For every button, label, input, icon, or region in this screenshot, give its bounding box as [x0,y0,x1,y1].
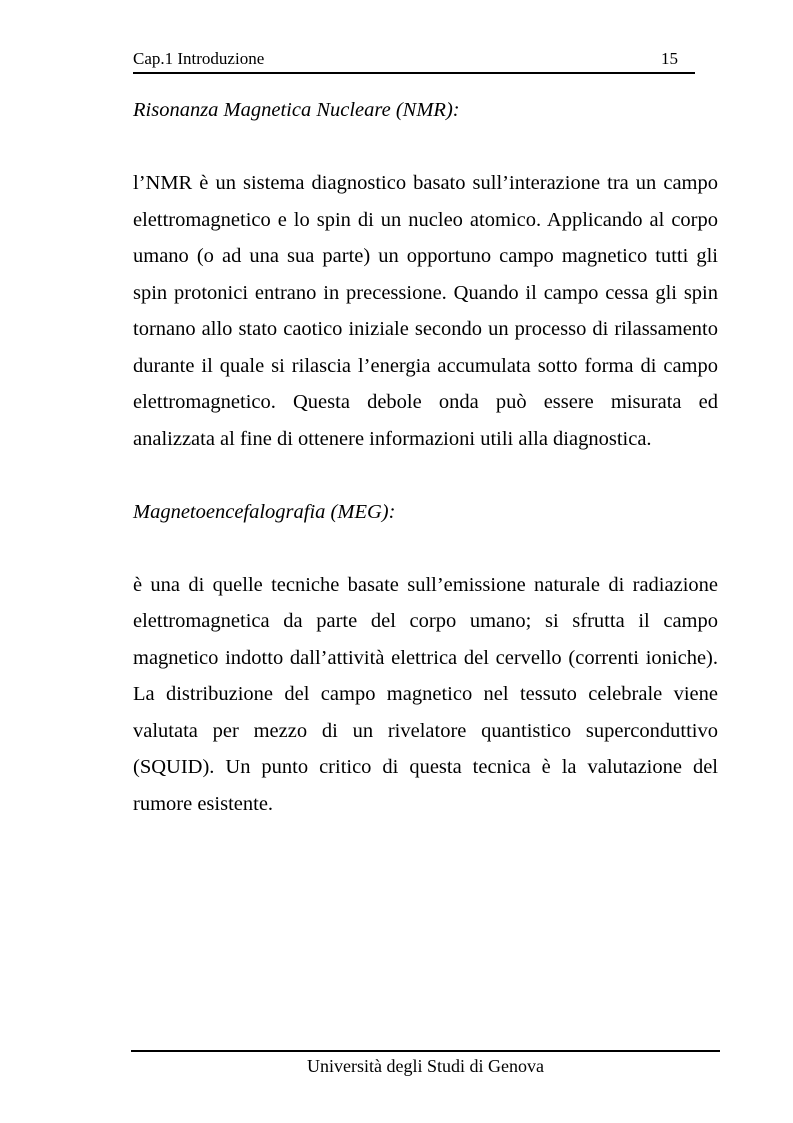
section-title-nmr: Risonanza Magnetica Nucleare (NMR): [133,99,460,121]
spacer [133,530,718,567]
chapter-title: Cap.1 Introduzione [133,49,265,68]
page-header [133,48,695,74]
page-content [133,92,718,822]
page-number: 15 [661,49,678,68]
spacer [133,129,718,166]
section-body-meg: è una di quelle tecniche basate sull’emissione naturale di radiazione elettromagnetica da parte del corpo umano; si sfrutta il campo magnetico indotto dall’attività elettrica del cervello (correnti ioniche). La distribuzione del campo magnetico nel tessuto celebrale viene valutata per mezzo di un rivelatore quantistico superconduttivo (SQUID). Un punto critico di questa tecnica è la valutazione del rumore esistente. [133,573,718,815]
section-body-nmr: l’NMR è un sistema diagnostico basato sull’interazione tra un campo elettromagnetico e lo spin di un nucleo atomico. Applicando al corpo umano (o ad una sua parte) un opportuno campo magnetico tutti gli spin protonici entrano in precessione. Quando il campo cessa gli spin tornano allo stato caotico iniziale secondo un processo di rilassamento durante il quale si rilascia l’energia accumulata sotto forma di campo elettromagnetico. Questa debole onda può essere misurata ed analizzata al fine di ottenere informazioni utili alla diagnostica. [133,172,718,450]
spacer [133,457,718,494]
footer-institution: Università degli Studi di Genova [307,1056,544,1076]
section-title-meg: Magnetoencefalografia (MEG): [133,500,396,523]
footer-rule [131,1050,720,1052]
